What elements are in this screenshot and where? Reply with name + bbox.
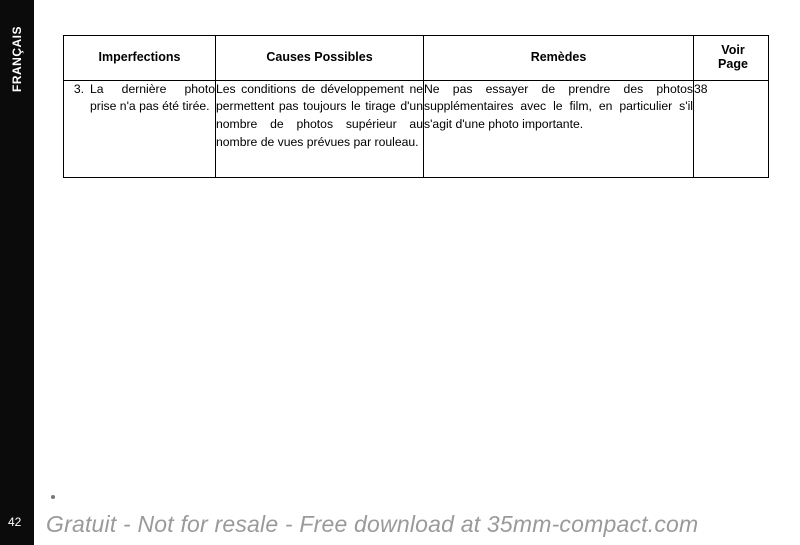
page-number: 42 — [8, 515, 22, 529]
table-header-row — [64, 36, 769, 81]
scan-speck — [51, 495, 55, 499]
column-header-remedies: Remèdes — [424, 36, 694, 81]
troubleshooting-table — [63, 35, 769, 178]
language-spine-band — [0, 0, 34, 545]
column-header-see-page — [694, 36, 769, 81]
column-header-see-page-line1: Voir — [721, 43, 745, 57]
footer-watermark: Gratuit - Not for resale - Free download at 35mm-compact.com — [46, 511, 699, 537]
troubleshooting-table-container — [63, 35, 768, 178]
column-header-see-page-line2: Page — [718, 57, 748, 72]
cell-remedy: Ne pas essayer de prendre des photos supplémentaires avec le film, en particulier s'il s'agit d'une photo importante. — [424, 80, 694, 177]
column-header-causes: Causes Possibles — [216, 36, 424, 81]
column-header-imperfections: Imperfections — [64, 36, 216, 81]
table-row — [64, 80, 769, 177]
row-number: 3. — [73, 81, 84, 96]
language-label: FRANÇAIS — [10, 26, 24, 92]
imperfection-text: La dernière photo prise n'a pas été tirée. — [90, 81, 215, 114]
cell-see-page: 38 — [694, 80, 769, 177]
cell-imperfection — [64, 80, 216, 177]
cell-cause: Les conditions de développement ne permettent pas toujours le tirage d'un nombre de photos supérieur au nombre de vues prévues par rouleau. — [216, 80, 424, 177]
